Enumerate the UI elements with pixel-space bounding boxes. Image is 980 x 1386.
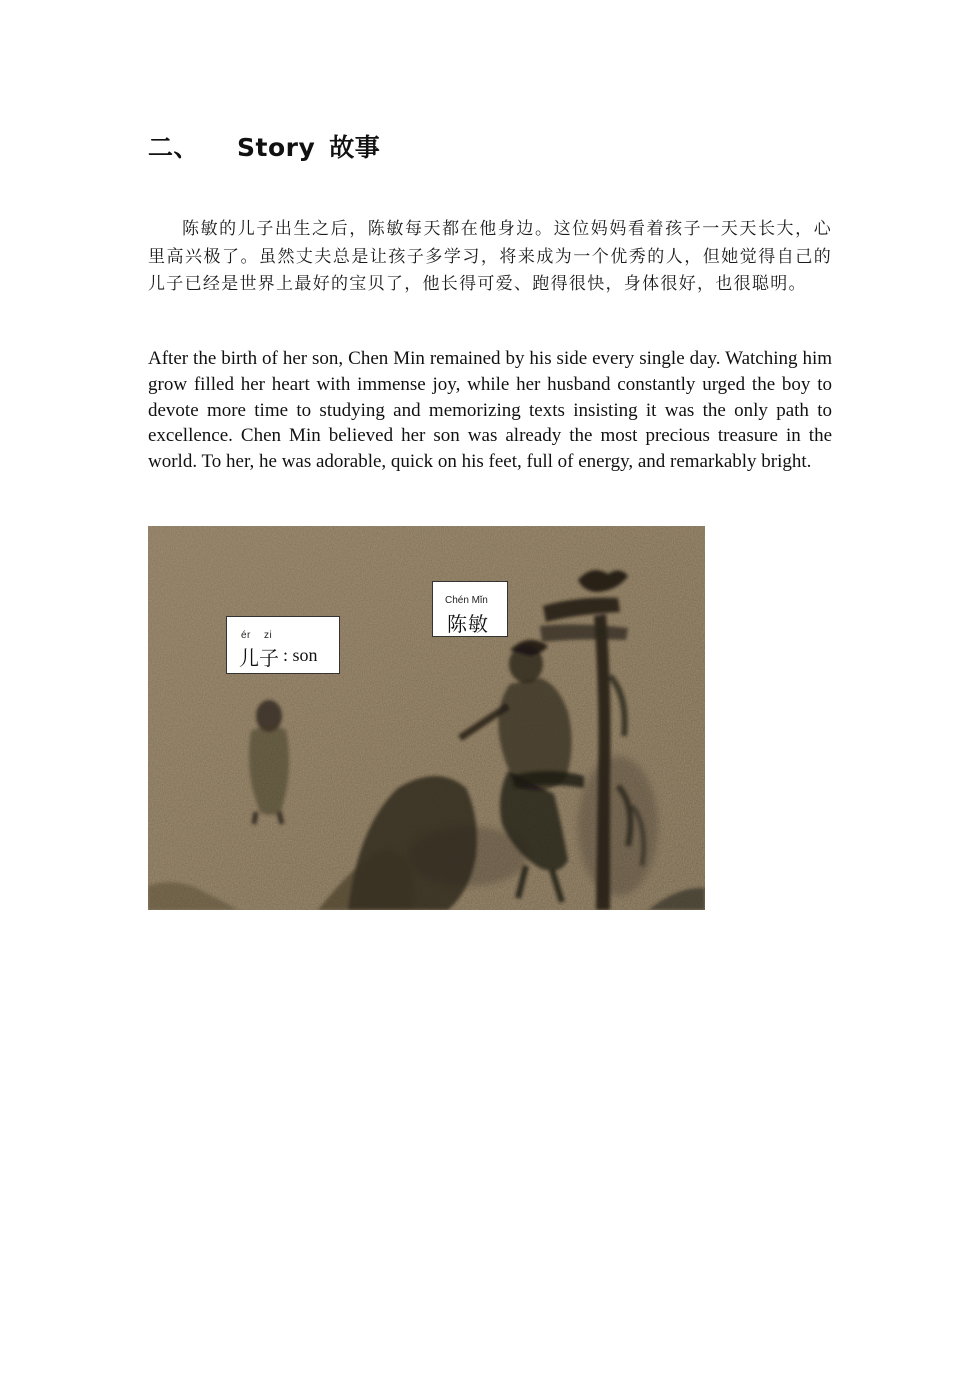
ink-painting-image: [148, 526, 705, 910]
section-title-english: Story: [237, 133, 316, 162]
label-chen-min-pinyin: Chén Mǐn: [445, 595, 488, 606]
label-chen-min: [432, 581, 508, 637]
label-son-gloss: : son: [283, 645, 318, 665]
label-chen-min-hanzi: 陈敏: [447, 612, 489, 636]
section-title-chinese: 故事: [329, 133, 381, 162]
label-son-hanzi: 儿子: [239, 646, 279, 670]
label-son-pinyin: ér zi: [241, 630, 273, 641]
label-son: [226, 616, 340, 674]
story-chinese-paragraph: 陈敏的儿子出生之后，陈敏每天都在他身边。这位妈妈看着孩子一天天长大，心里高兴极了。虽然丈夫总是让孩子多学习，将来成为一个优秀的人，但她觉得自己的儿子已经是世界上最好的宝贝了，他长得可爱、跑得很快，身体很好，也很聪明。: [148, 219, 832, 294]
story-english-paragraph: After the birth of her son, Chen Min remained by his side every single day. Watching him grow filled her heart with immense joy, while her husband constantly urged the boy to devote more time to studying and memorizing texts insisting it was the only path to excellence. Chen Min believed her son was already the most precious treasure in the world. To her, he was adorable, quick on his feet, full of energy, and remarkably bright.: [148, 348, 832, 473]
section-heading: [148, 128, 380, 164]
story-illustration: [148, 526, 705, 910]
section-number: 二、: [148, 133, 200, 162]
